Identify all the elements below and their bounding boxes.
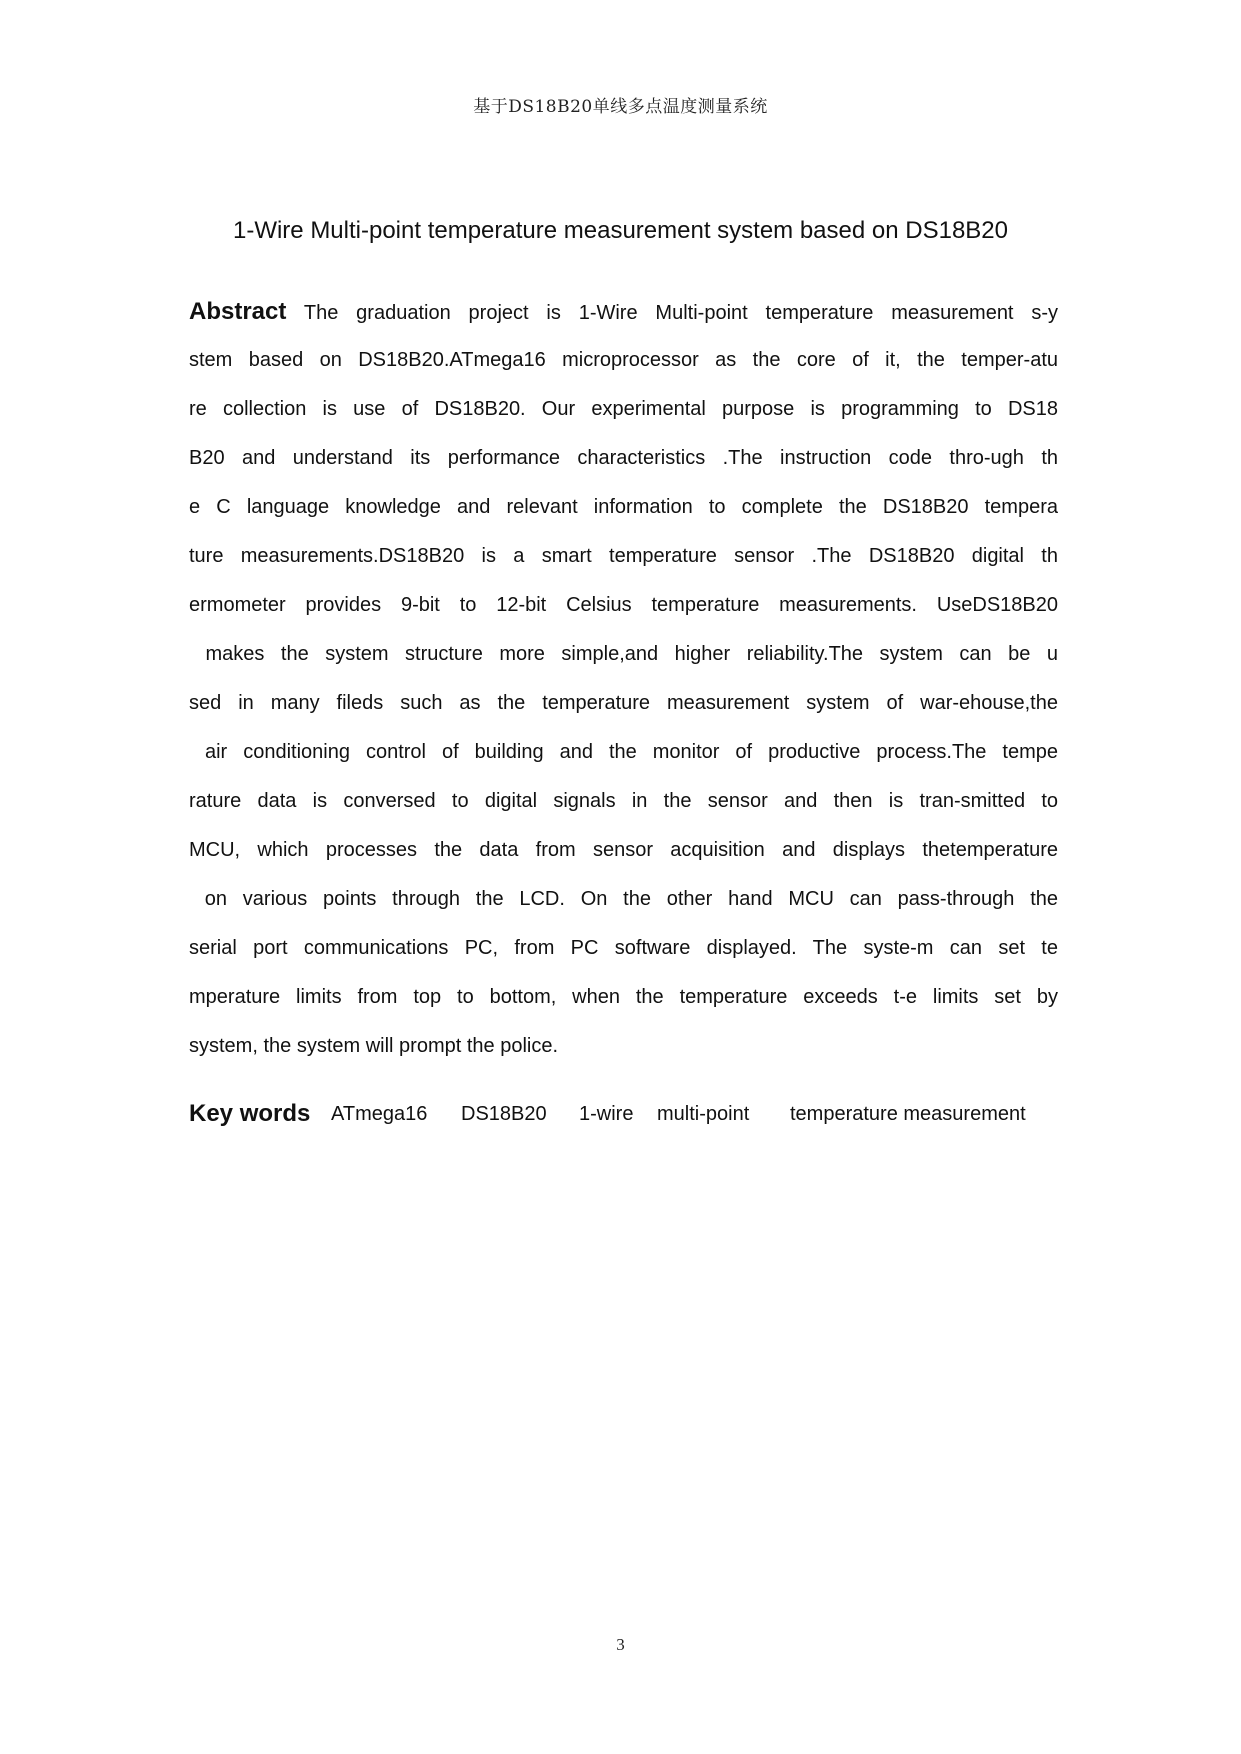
abstract-line: makes the system structure more simple,and higher reliability.The system can be u bbox=[189, 643, 1058, 665]
abstract-line: ture measurements.DS18B20 is a smart temperature sensor .The DS18B20 digital th bbox=[189, 545, 1058, 567]
abstract-line bbox=[189, 287, 1058, 336]
abstract-line: ermometer provides 9-bit to 12-bit Celsius temperature measurements. UseDS18B20 bbox=[189, 594, 1058, 616]
keywords-heading: Key words bbox=[189, 1100, 311, 1127]
keyword: 1-wire bbox=[579, 1103, 634, 1125]
abstract-line: serial port communications PC, from PC software displayed. The syste-m can set te bbox=[189, 937, 1058, 959]
keyword: temperature measurement bbox=[790, 1103, 1026, 1125]
abstract-line: mperature limits from top to bottom, when the temperature exceeds t-e limits set by bbox=[189, 986, 1058, 1008]
abstract-line: B20 and understand its performance characteristics .The instruction code thro-ugh th bbox=[189, 447, 1058, 469]
abstract-line: re collection is use of DS18B20. Our experimental purpose is programming to DS18 bbox=[189, 398, 1058, 420]
abstract-line: stem based on DS18B20.ATmega16 microprocessor as the core of it, the temper-atu bbox=[189, 349, 1058, 371]
abstract-line: on various points through the LCD. On the other hand MCU can pass-through the bbox=[189, 888, 1058, 910]
abstract-line: air conditioning control of building and the monitor of productive process.The tempe bbox=[189, 741, 1058, 763]
abstract-line: MCU, which processes the data from sensor acquisition and displays thetemperature bbox=[189, 839, 1058, 861]
abstract-line: rature data is conversed to digital signals in the sensor and then is tran-smitted to bbox=[189, 790, 1058, 812]
page-header: 基于DS18B20单线多点温度测量系统 bbox=[473, 97, 768, 117]
abstract-text: The graduation project is 1-Wire Multi-point temperature measurement s-y bbox=[303, 302, 1058, 324]
abstract-line: system, the system will prompt the police. bbox=[189, 1035, 559, 1057]
keyword: ATmega16 bbox=[331, 1103, 428, 1125]
abstract-line: e C language knowledge and relevant information to complete the DS18B20 tempera bbox=[189, 496, 1058, 518]
document-title: 1-Wire Multi-point temperature measurement system based on DS18B20 bbox=[232, 217, 1008, 244]
abstract-heading: Abstract bbox=[189, 298, 287, 325]
keywords-section bbox=[189, 1092, 1058, 1136]
abstract-section bbox=[189, 287, 1058, 1071]
keyword: multi-point bbox=[657, 1103, 750, 1125]
keyword: DS18B20 bbox=[461, 1103, 547, 1125]
page-number: 3 bbox=[616, 1635, 625, 1654]
abstract-line: sed in many fileds such as the temperature measurement system of war-ehouse,the bbox=[189, 692, 1058, 714]
